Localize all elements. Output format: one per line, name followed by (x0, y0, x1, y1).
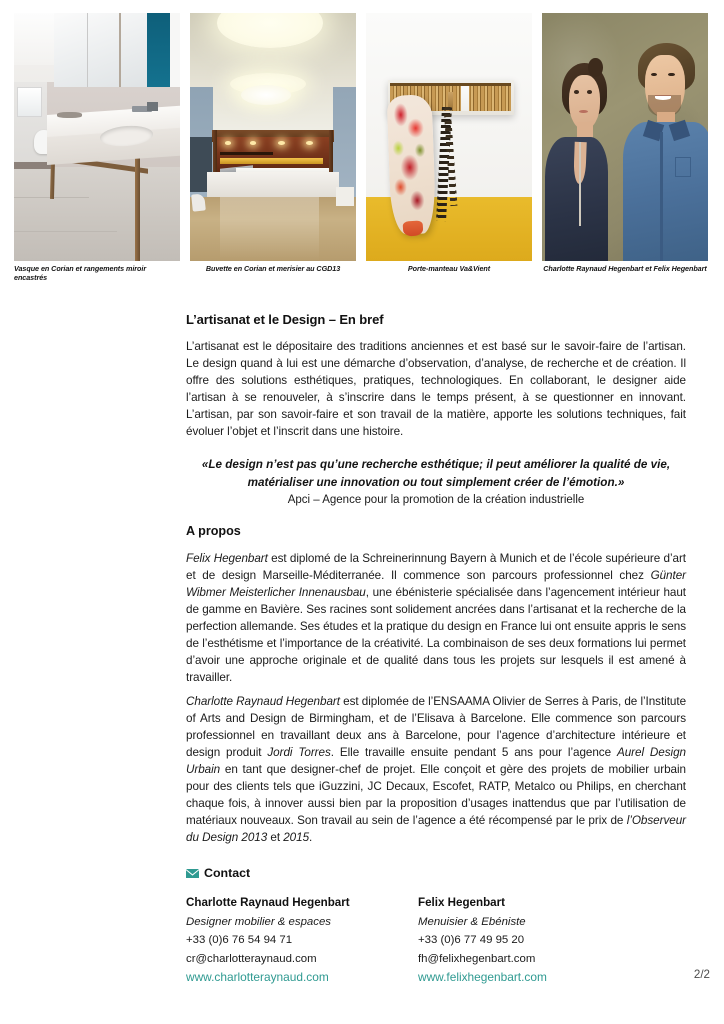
bio-charlotte-agency-2: Aurel Design Urbain (186, 745, 686, 776)
photo-caption-porte-manteau: Porte-manteau Va&Vient (407, 264, 491, 273)
bio-felix-text-1: est diplomé de la Schreinerinnung Bayern à Munich et de l’école supérieure d’art et de design Marseille-Méditerranée. Il commence son parcours professionnel chez (186, 551, 686, 582)
bio-charlotte-name: Charlotte Raynaud Hegenbart (186, 694, 340, 708)
photo-buvette-corian (190, 13, 356, 261)
document-content (186, 312, 686, 988)
bio-felix-name: Felix Hegenbart (186, 551, 268, 565)
bio-charlotte-award: l’Observeur du Design 2013 (186, 814, 686, 845)
bio-charlotte-agency-1: Jordi Torres (267, 745, 331, 759)
quote-text: «Le design n’est pas qu’une recherche esthétique; il peut améliorer la qualité de vie, matérialiser une innovation ou tout simplement créer de l’émotion.» (201, 458, 671, 489)
contact-website-felix[interactable]: www.felixhegenbart.com (418, 970, 547, 985)
contact-name-felix: Felix Hegenbart (418, 896, 505, 910)
contact-role-felix: Menuisier & Ebéniste (418, 915, 526, 928)
quote-source: Apci – Agence pour la promotion de la création industrielle (287, 493, 585, 506)
contact-columns (186, 894, 686, 987)
photo-caption-vasque: Vasque en Corian et rangements miroir encastrés (14, 264, 147, 282)
photo-captions (14, 264, 710, 282)
bio-charlotte-text-end: . (309, 831, 313, 845)
contact-header (186, 866, 686, 880)
photo-caption-portrait: Charlotte Raynaud Hegenbart et Felix Hegenbart (543, 264, 707, 273)
bio-charlotte-text-2: . Elle travaille ensuite pendant 5 ans pour l’agence (330, 745, 617, 759)
photo-porte-manteau (366, 13, 532, 261)
contact-website-charlotte[interactable]: www.charlotteraynaud.com (186, 970, 329, 985)
photo-porte-manteau-image (366, 13, 532, 261)
paragraph-artisanat: L’artisanat est le dépositaire des traditions anciennes et est basé sur le savoir-faire de l’artisan. Le design quand à lui est une démarche d’observation, d’analyse, de recherche et de création. Il offre des solutions esthétiques, pratiques, technologiques. En collaborant, le designer aide l’artisan à se renouveler, à s’inscrire dans le temps présent, à se questionner en innovant. L’artisan, par son savoir-faire et son travail de la matière, apporte les solutions techniques, fait évoluer l’objet et l’inscrit dans une histoire. (186, 340, 686, 439)
bio-charlotte-text-4: et (267, 831, 284, 845)
photo-buvette-corian-image (190, 13, 356, 261)
section-title-artisanat: L’artisanat et le Design – En bref (186, 312, 384, 327)
contact-email-felix[interactable]: fh@felixhegenbart.com (418, 952, 536, 965)
bio-felix-company: Günter Wibmer Meisterlicher Innenausbau (186, 568, 686, 600)
bio-felix (186, 550, 686, 687)
bio-charlotte-text-3: en tant que designer-chef de projet. Elle conçoit et gère des projets de mobilier urbain pour des clients tels que iGuzzini, JC Decaux, Escofet, RATP, Metalco ou Philips, en cherchant chaque fois, à innover aussi bien par la proposition d’usages inattendus que par l’utilisation de matériaux nouveaux. Son travail au sein de l’agence a été récompensé par le prix de (186, 762, 686, 828)
contact-name-charlotte: Charlotte Raynaud Hegenbart (186, 896, 350, 910)
photo-portrait-duo (542, 13, 708, 261)
contact-card-charlotte (186, 894, 418, 987)
contact-phone-charlotte[interactable]: +33 (0)6 76 54 94 71 (186, 934, 293, 947)
section-title-a-propos: A propos (186, 523, 241, 538)
bio-charlotte (186, 693, 686, 847)
photo-strip (14, 13, 710, 261)
page-number: 2/2 (693, 968, 710, 981)
bio-charlotte-award-2: 2015 (283, 831, 310, 845)
bio-felix-text-2: , une ébénisterie spécialisée dans l’agencement intérieur haut de gamme en Bavière. Ses racines sont solidement ancrées dans l’artisanat et la recherche de la perfection allemande. Ses études et la pratique du design en France lui ont ensuite appris le sens de l’esthétisme et l’importance de la créativité. La combinaison de ses deux formations lui permet d’avoir une approche originale et de qualité dans tous les projets sur lesquels il est amené à travailler. (186, 586, 686, 685)
contact-role-charlotte: Designer mobilier & espaces (186, 915, 331, 928)
bio-charlotte-text-1: est diplomée de l’ENSAAMA Olivier de Serres à Paris, de l’Institute of Arts and Design de Birmingham, et de l’Elisava à Barcelone. Elle commence son parcours professionnel en travaillant deux ans à Barcelone, pour l’agence d’architecture intérieure et design produit (186, 694, 687, 759)
photo-portrait-duo-image (542, 13, 708, 261)
photo-vasque-corian (14, 13, 180, 261)
contact-card-felix (418, 894, 650, 987)
contact-phone-felix[interactable]: +33 (0)6 77 49 95 20 (418, 934, 525, 947)
contact-title: Contact (204, 866, 251, 881)
envelope-icon (186, 869, 199, 878)
contact-email-charlotte[interactable]: cr@charlotteraynaud.com (186, 952, 317, 965)
quote-block (186, 456, 686, 508)
photo-caption-buvette: Buvette en Corian et merisier au CGD13 (205, 264, 341, 273)
photo-vasque-corian-image (14, 13, 180, 261)
